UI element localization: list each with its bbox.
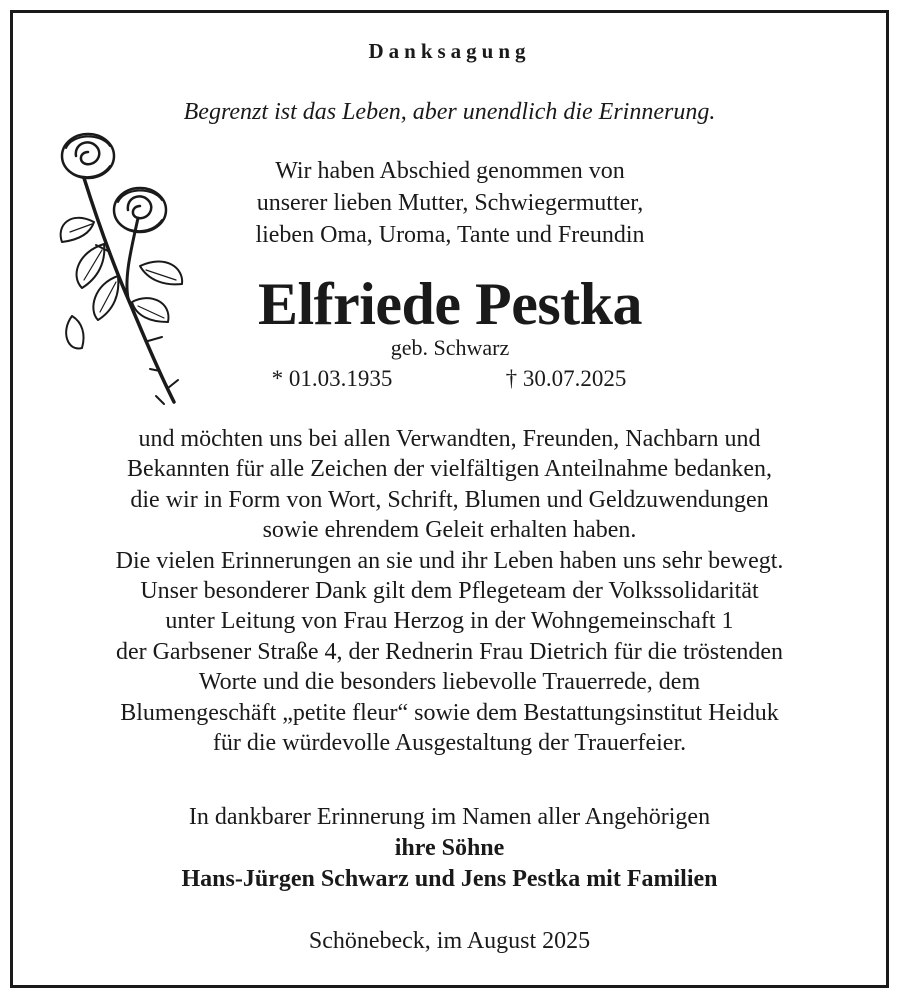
intro-text bbox=[200, 155, 700, 251]
thanks-line: unter Leitung von Frau Herzog in der Wohngemeinschaft 1 bbox=[165, 608, 734, 635]
thanks-line: Worte und die besonders liebevolle Trauerrede, dem bbox=[198, 669, 701, 696]
notice-heading: Danksagung bbox=[368, 39, 531, 63]
intro-line: unserer lieben Mutter, Schwiegermutter, bbox=[256, 190, 644, 216]
thanks-line: für die würdevolle Ausgestaltung der Trauerfeier. bbox=[212, 730, 687, 757]
birth-date: * 01.03.1935 bbox=[271, 366, 393, 391]
thanks-line: sowie ehrendem Geleit erhalten haben. bbox=[262, 517, 637, 544]
thanks-text bbox=[20, 424, 879, 758]
place-date: Schönebeck, im August 2025 bbox=[308, 928, 591, 954]
thanks-line: die wir in Form von Wort, Schrift, Blumen und Geldzuwendungen bbox=[130, 486, 769, 513]
relation-label: ihre Söhne bbox=[394, 835, 505, 861]
deceased-name: Elfriede Pestka bbox=[257, 271, 643, 337]
closing-line: In dankbarer Erinnerung im Namen aller Angehörigen bbox=[188, 804, 711, 830]
intro-line: Wir haben Abschied genommen von bbox=[275, 158, 625, 184]
thanks-line: Bekannten für alle Zeichen der vielfältigen Anteilnahme bedanken, bbox=[126, 456, 773, 483]
closing-block bbox=[20, 802, 879, 895]
thanks-line: Die vielen Erinnerungen an sie und ihr Leben haben uns sehr bewegt. bbox=[115, 547, 784, 574]
thanks-line: Unser besonderer Dank gilt dem Pflegeteam der Volkssolidarität bbox=[140, 578, 759, 605]
thanks-line: Blumengeschäft „petite fleur“ sowie dem Bestattungsinstitut Heiduk bbox=[120, 699, 779, 726]
motto-quote: Begrenzt ist das Leben, aber unendlich die Erinnerung. bbox=[183, 99, 716, 125]
mourners-names: Hans-Jürgen Schwarz und Jens Pestka mit Familien bbox=[181, 866, 718, 892]
thanks-line: und möchten uns bei allen Verwandten, Freunden, Nachbarn und bbox=[138, 426, 761, 452]
thanks-line: der Garbsener Straße 4, der Rednerin Frau Dietrich für die tröstenden bbox=[115, 638, 784, 665]
roses-illustration bbox=[48, 126, 198, 408]
death-date: † 30.07.2025 bbox=[505, 366, 627, 391]
intro-line: lieben Oma, Uroma, Tante und Freundin bbox=[255, 222, 645, 248]
birth-name: geb. Schwarz bbox=[390, 335, 510, 360]
